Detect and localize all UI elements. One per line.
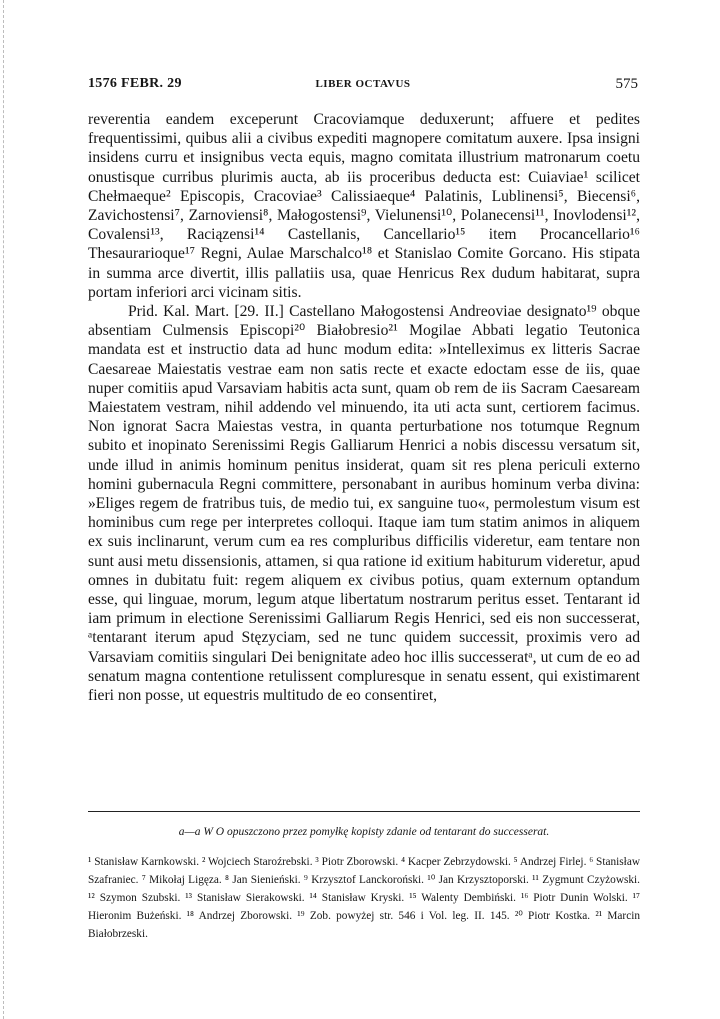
running-header <box>88 76 638 96</box>
main-text <box>88 110 640 705</box>
header-date: 1576 FEBR. 29 <box>88 76 182 91</box>
paragraph-1: reverentia eandem exceperunt Cracoviamque deduxerunt; affuere et pedites frequentissimi, quibus alii a civibus expediti magnopere comitatum auxere. Ipsa insigni insidens curru et insignibus vecta equis, magno comitata illustrium matronarum coetu onustisque curribus plurimis aucta, ab iis proceribus deducta est: Cuiaviae¹ scilicet Chełmaeque² Episcopis, Cracoviae³ Calissiaeque⁴ Palatinis, Lublinensi⁵, Biecensi⁶, Zavichostensi⁷, Zarnoviensi⁸, Małogostensi⁹, Vielunensi¹⁰, Polanecensi¹¹, Inovlodensi¹², Covalensi¹³, Raciązensi¹⁴ Castellanis, Cancellario¹⁵ item Procancellario¹⁶ Thesaurarioque¹⁷ Regni, Aulae Marschalco¹⁸ et Stanislao Comite Gorcano. His stipata in summa arce divertit, illis pallatiis usa, quae Henricus Rex dudum habitarat, supra portam inferiori arci vicinam sitis. <box>88 111 640 301</box>
scan-edge-line <box>3 0 4 1019</box>
footnotes: ¹ Stanisław Karnkowski. ² Wojciech Staroźrebski. ³ Piotr Zborowski. ⁴ Kacper Zebrzydowski. ⁵ Andrzej Firlej. ⁶ Stanisław Szafraniec. ⁷ Mikołaj Ligęza. ⁸ Jan Sienieński. ⁹ Krzysztof Lanckoroński. ¹⁰ Jan Krzysztoporski. ¹¹ Zygmunt Czyżowski. ¹² Szymon Szubski. ¹³ Stanisław Sierakowski. ¹⁴ Stanisław Kryski. ¹⁵ Walenty Dembiński. ¹⁶ Piotr Dunin Wolski. ¹⁷ Hieronim Bużeński. ¹⁸ Andrzej Zborowski. ¹⁹ Zob. powyżej str. 546 i Vol. leg. II. 145. ²⁰ Piotr Kostka. ²¹ Marcin Białobrzeski. <box>88 856 640 941</box>
textual-note: a—a W O opuszczono przez pomyłkę kopisty zdanie od tentarant do successerat. <box>178 826 550 838</box>
paragraph-2: Prid. Kal. Mart. [29. II.] Castellano Małogostensi Andreoviae designato¹⁹ obque absentiam Culmensis Episcopi²⁰ Białobresio²¹ Mogilae Abbati legatio Teutonica mandata est et instructio data ad hunc modum edita: »Intelleximus ex litteris Sacrae Caesareae Maiestatis vestrae eam non satis recte et exacte edoctam esse de iis, quae nuper comitiis apud Varsaviam habitis acta sunt, quam ob rem de iis Sacram Caesaream Maiestatem vestram, nihil addendo vel minuendo, ita uti acta sunt, certiorem facimus. Non ignorat Sacra Maiestas vestra, in quanta perturbatione nos totumque Regnum subito et inopinato Serenissimi Regis Galliarum Henrici a nobis discessu versatum sit, unde illud in animis hominum penitus insiderat, quam sit res plena periculi externo homini gubernacula Regni committere, personabant in auribus hominum verba divina: »Eliges regem de fratribus tuis, de medio tui, ex sanguine tuo«, permolestum visum est hominibus cum rege per interpretes colloqui. Itaque iam tum statim animos in aliquem ex suis inclinarunt, verum cum ea res compluribus difficilis videretur, eam tentare non sunt ausi metu dissensionis, attamen, si qua ratione id exitium habiturum videretur, apud omnes in dubitatu fuit: regem aliquem ex civibus potius, quam externum optandum esse, qui linguae, morum, legum atque libertatum nostrarum peritus esset. Tentarant id iam primum in electione Serenissimi Galliarum Regis Henrici, sed eis non successerat, ᵃtentarant iterum apud Stęzyciam, sed ne tunc quidem successit, proximis vero ad Varsaviam comitiis singulari Dei benignitate adeo hoc illis successeratᵃ, ut cum de eo ad senatum magna contentione retulissent compluresque in senatu essent, qui existimarent fieri non posse, ut equestris multitudo de eo consentiret, <box>88 303 640 705</box>
header-book-title: LIBER OCTAVUS <box>315 78 411 90</box>
page-number: 575 <box>615 76 638 92</box>
footnote-divider <box>88 811 640 812</box>
